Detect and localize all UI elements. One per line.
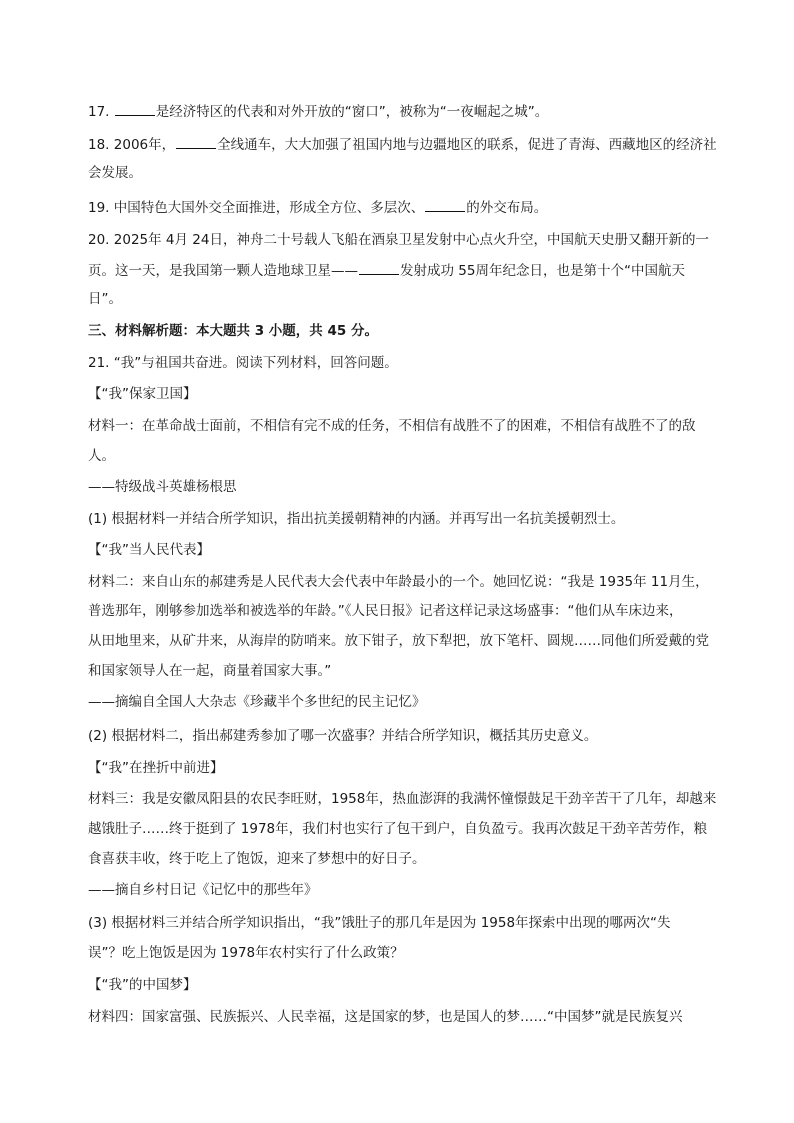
material-2-line1: 材料二：来自山东的郝建秀是人民代表大会代表中年龄最小的一个。她回忆说：“我是 1935年 11月生， (88, 574, 709, 590)
question-21-1: (1) 根据材料一并结合所学知识，指出抗美援朝精神的内涵。并再写出一名抗美援朝烈士。 (88, 511, 625, 527)
material-1-line2: 人。 (88, 448, 115, 464)
q20-line3: 日”。 (88, 291, 122, 307)
material-3-line2: 越饿肚子……终于挺到了 1978年，我们村也实行了包干到户，自负盈亏。我再次鼓足干劲辛苦劳作，粮 (88, 821, 708, 837)
material-1-line1: 材料一：在革命战士面前，不相信有完不成的任务，不相信有战胜不了的困难，不相信有战胜不了的敌 (88, 418, 696, 434)
material-3-line1: 材料三：我是安徽凤阳县的农民李旺财，1958年，热血澎湃的我满怀憧憬鼓足干劲辛苦干了几年，却越来 (88, 791, 717, 807)
q21-intro: 21. “我”与祖国共奋进。阅读下列材料，回答问题。 (88, 355, 398, 371)
section-3-heading: 三、材料解析题：本大题共 3 小题，共 45 分。 (88, 323, 378, 339)
q20-answer-blank[interactable] (359, 260, 399, 275)
question-19 (88, 197, 547, 218)
q20-text: 发射成功 55周年纪念日，也是第十个“中国航天 (400, 263, 685, 279)
material-1-source: ——特级战斗英雄杨根思 (88, 479, 237, 495)
q18-text: 全线通车，大大加强了祖国内地与边疆地区的联系，促进了青海、西藏地区的经济社 (217, 137, 717, 153)
q19-answer-blank[interactable] (425, 197, 465, 212)
question-17 (88, 101, 548, 122)
q18-answer-blank[interactable] (176, 134, 216, 149)
material-2-line2: 普选那年，刚够参加选举和被选举的年龄。”《人民日报》记者这样记录这场盛事：“他们从车床边来， (88, 603, 683, 619)
part4-title: 【“我”的中国梦】 (88, 977, 197, 993)
q17-answer-blank[interactable] (115, 101, 155, 116)
material-2-line3: 从田地里来，从矿井来，从海岸的防哨来。放下钳子，放下犁把，放下笔杆、圆规……同他们所爱戴的党 (88, 633, 709, 649)
part3-title: 【“我”在挫折中前进】 (88, 760, 224, 776)
q19-prefix: 19. 中国特色大国外交全面推进，形成全方位、多层次、 (88, 200, 425, 216)
q20-line1: 20. 2025年 4月 24日，神舟二十号载人飞船在酒泉卫星发射中心点火升空，中国航天史册又翻开新的一 (88, 232, 709, 248)
material-3-line3: 食喜获丰收，终于吃上了饱饭，迎来了梦想中的好日子。 (88, 851, 426, 867)
question-21-3-line1: (3) 根据材料三并结合所学知识指出，“我”饿肚子的那几年是因为 1958年探索中出现的哪两次“失 (88, 915, 671, 931)
q18-prefix: 18. 2006年， (88, 137, 176, 153)
q20-prefix: 页。这一天，是我国第一颗人造地球卫星—— (88, 263, 358, 279)
question-21-2: (2) 根据材料二，指出郝建秀参加了哪一次盛事？并结合所学知识，概括其历史意义。 (88, 728, 598, 744)
part1-title: 【“我”保家卫国】 (88, 386, 197, 402)
question-21-3-line2: 误”？吃上饱饭是因为 1978年农村实行了什么政策？ (88, 945, 404, 961)
question-20-line2 (88, 260, 685, 281)
part2-title: 【“我”当人民代表】 (88, 542, 210, 558)
material-2-source: ——摘编自全国人大杂志《珍藏半个多世纪的民主记忆》 (88, 694, 426, 710)
question-18 (88, 134, 717, 155)
material-2-line4: 和国家领导人在一起，商量着国家大事。” (88, 663, 332, 679)
q18-text-line2: 会发展。 (88, 165, 142, 181)
material-4-line1: 材料四：国家富强、民族振兴、人民幸福，这是国家的梦，也是国人的梦……“中国梦”就是民族复兴 (88, 1009, 683, 1025)
q19-text: 的外交布局。 (466, 200, 548, 216)
material-3-source: ——摘自乡村日记《记忆中的那些年》 (88, 882, 318, 898)
q17-prefix: 17. (88, 104, 114, 120)
q17-text: 是经济特区的代表和对外开放的“窗口”，被称为“一夜崛起之城”。 (155, 104, 549, 120)
